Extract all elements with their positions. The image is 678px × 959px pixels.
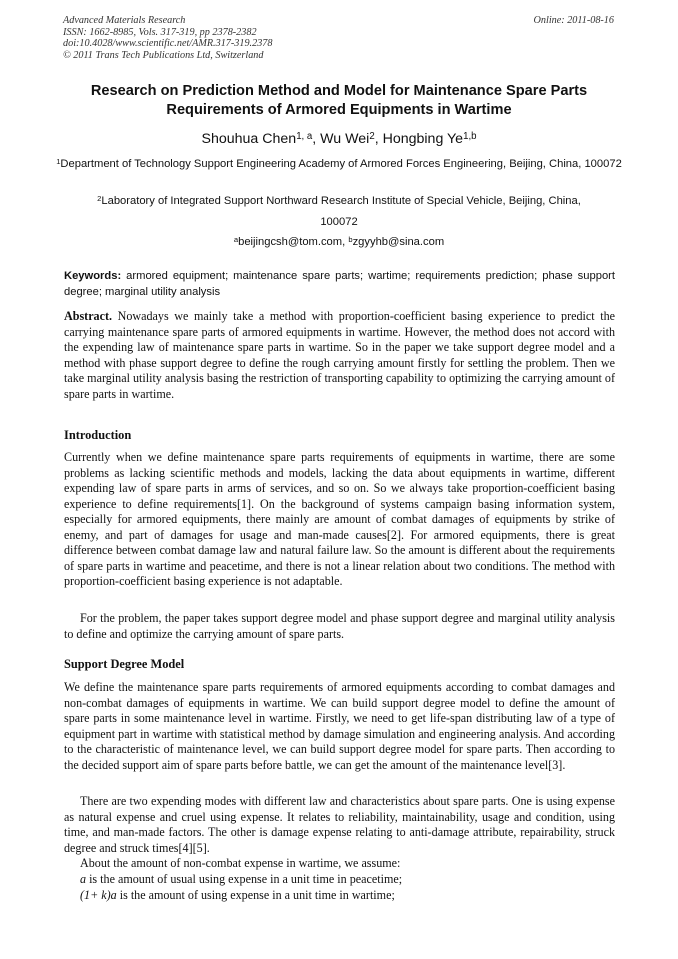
- math-1-plus-k-a: (1+ k)a: [80, 888, 117, 902]
- issn-line: ISSN: 1662-8985, Vols. 317-319, pp 2378-2382: [63, 26, 257, 38]
- author-list: [40, 130, 638, 148]
- affiliation-1-text: Department of Technology Support Engineering Academy of Armored Forces Engineering, Beijing, China, 100072: [60, 158, 622, 170]
- support-degree-model-heading: Support Degree Model: [64, 657, 185, 671]
- assumption-line-2: [64, 888, 615, 904]
- introduction-heading: Introduction: [64, 428, 132, 442]
- introduction-paragraph-2: For the problem, the paper takes support degree model and phase support degree and marginal utility analysis to define and optimize the carrying amount of spare parts.: [64, 611, 615, 641]
- assumption-line-2-text: is the amount of using expense in a unit time in wartime;: [116, 888, 395, 902]
- copyright-line: © 2011 Trans Tech Publications Ltd, Switzerland: [63, 49, 264, 61]
- keywords-label: Keywords:: [64, 270, 122, 282]
- affiliation-2: [84, 191, 594, 233]
- email-addresses: [50, 234, 628, 251]
- math-a: a: [80, 872, 87, 886]
- email-b: zgyyhb@sina.com: [352, 236, 445, 248]
- email-b-mark: b: [348, 234, 353, 244]
- abstract: [64, 309, 615, 402]
- abstract-label: Abstract.: [64, 309, 113, 323]
- title-line-2: Requirements of Armored Equipments in Wartime: [166, 102, 512, 118]
- affiliation-2-text: Laboratory of Integrated Support Northward Research Institute of Special Vehicle, Beijing, China, 100072: [101, 195, 581, 228]
- title-line-1: Research on Prediction Method and Model for Maintenance Spare Parts: [90, 83, 588, 99]
- support-model-paragraph-2: There are two expending modes with different law and characteristics about spare parts. One is using expense as natural expense and cruel using expense. It relates to reliability, maintainability, usage and condition, using time, and man-made factors. The other is damage expense relating to anti-damage attribute, repairability, struck degree and struck times[4][5].: [64, 794, 615, 855]
- author-3: Hongbing Ye: [382, 131, 464, 147]
- introduction-paragraph-1: Currently when we define maintenance spare parts requirements of equipments in wartime, there are some problems as lacking scientific methods and models, lacking the data about equipments in wartime, different expending law of spare parts in arms of services, and so on. So we always take proportion-coefficient basing experience to define requirements[1]. On the background of systems campaign basing information system, especially for armored equipments, there mainly are amount of combat damages of equipments by strike of enemy, and part of damages for usage and man-made causes[2]. For armored equipments, there is great difference between combat damage law and natural failure law. So the amount is different about the requirements of spare parts in wartime and peacetime, and there is not a linear relation about two conditions. The method with proportion-coefficient basing experience is not adaptable.: [64, 450, 615, 588]
- journal-name: Advanced Materials Research: [63, 15, 186, 26]
- email-separator: ,: [342, 236, 349, 248]
- assumption-line-1-text: is the amount of usual using expense in a unit time in peacetime;: [86, 872, 403, 886]
- journal-header: [63, 15, 272, 61]
- author-2: Wu Wei: [320, 131, 370, 147]
- email-a: beijingcsh@tom.com: [238, 236, 343, 248]
- affiliation-2-mark: 2: [97, 193, 102, 203]
- doi-line: doi:10.4028/www.scientific.net/AMR.317-319.2378: [63, 38, 273, 50]
- email-a-mark: a: [233, 234, 239, 244]
- author-2-affiliation-mark: 2: [369, 131, 375, 143]
- affiliation-1-mark: 1: [56, 156, 61, 166]
- abstract-text: Nowadays we mainly take a method with proportion-coefficient basing experience to predict the carrying maintenance spare parts of armored equipments in wartime. However, the method does not accord with the expending law of maintenance spare parts in wartime. So in the paper we take support degree model and a method with phase support degree to define the rough carrying amount firstly for settling the problem. Then we take marginal utility analysis basing the restriction of transporting capability to optimizing the carrying amount of spare parts in wartime.: [64, 309, 615, 401]
- author-1-affiliation-mark: 1, a: [296, 131, 313, 143]
- author-1: Shouhua Chen: [201, 131, 297, 147]
- author-3-affiliation-mark: 1,b: [463, 131, 477, 143]
- support-model-paragraph-3: About the amount of non-combat expense in wartime, we assume:: [80, 856, 401, 870]
- author-separator: ,: [312, 131, 321, 147]
- support-model-paragraph-1: We define the maintenance spare parts requirements of armored equipments according to combat damages and non-combat damages of equipments in wartime. We can build support degree model to define the amount of spare parts in some maintenance level in wartime. Firstly, we need to get life-span distributing law of a type of equipment part in wartime with statistical method by damage simulation and engineering analysis. And according to the characteristic of maintenance level, we can build support degree model for spare parts. Then according to the decided support aim of spare parts before battle, we can get the amount of the maintenance level[3].: [64, 680, 615, 772]
- online-date: Online: 2011-08-16: [533, 15, 614, 26]
- keywords: [64, 269, 615, 300]
- affiliation-1: [50, 156, 628, 173]
- paper-title: [40, 82, 638, 120]
- assumption-line-1: [64, 872, 615, 888]
- keywords-text: armored equipment; maintenance spare parts; wartime; requirements prediction; phase support degree; marginal utility analysis: [64, 270, 615, 298]
- author-separator: ,: [374, 131, 383, 147]
